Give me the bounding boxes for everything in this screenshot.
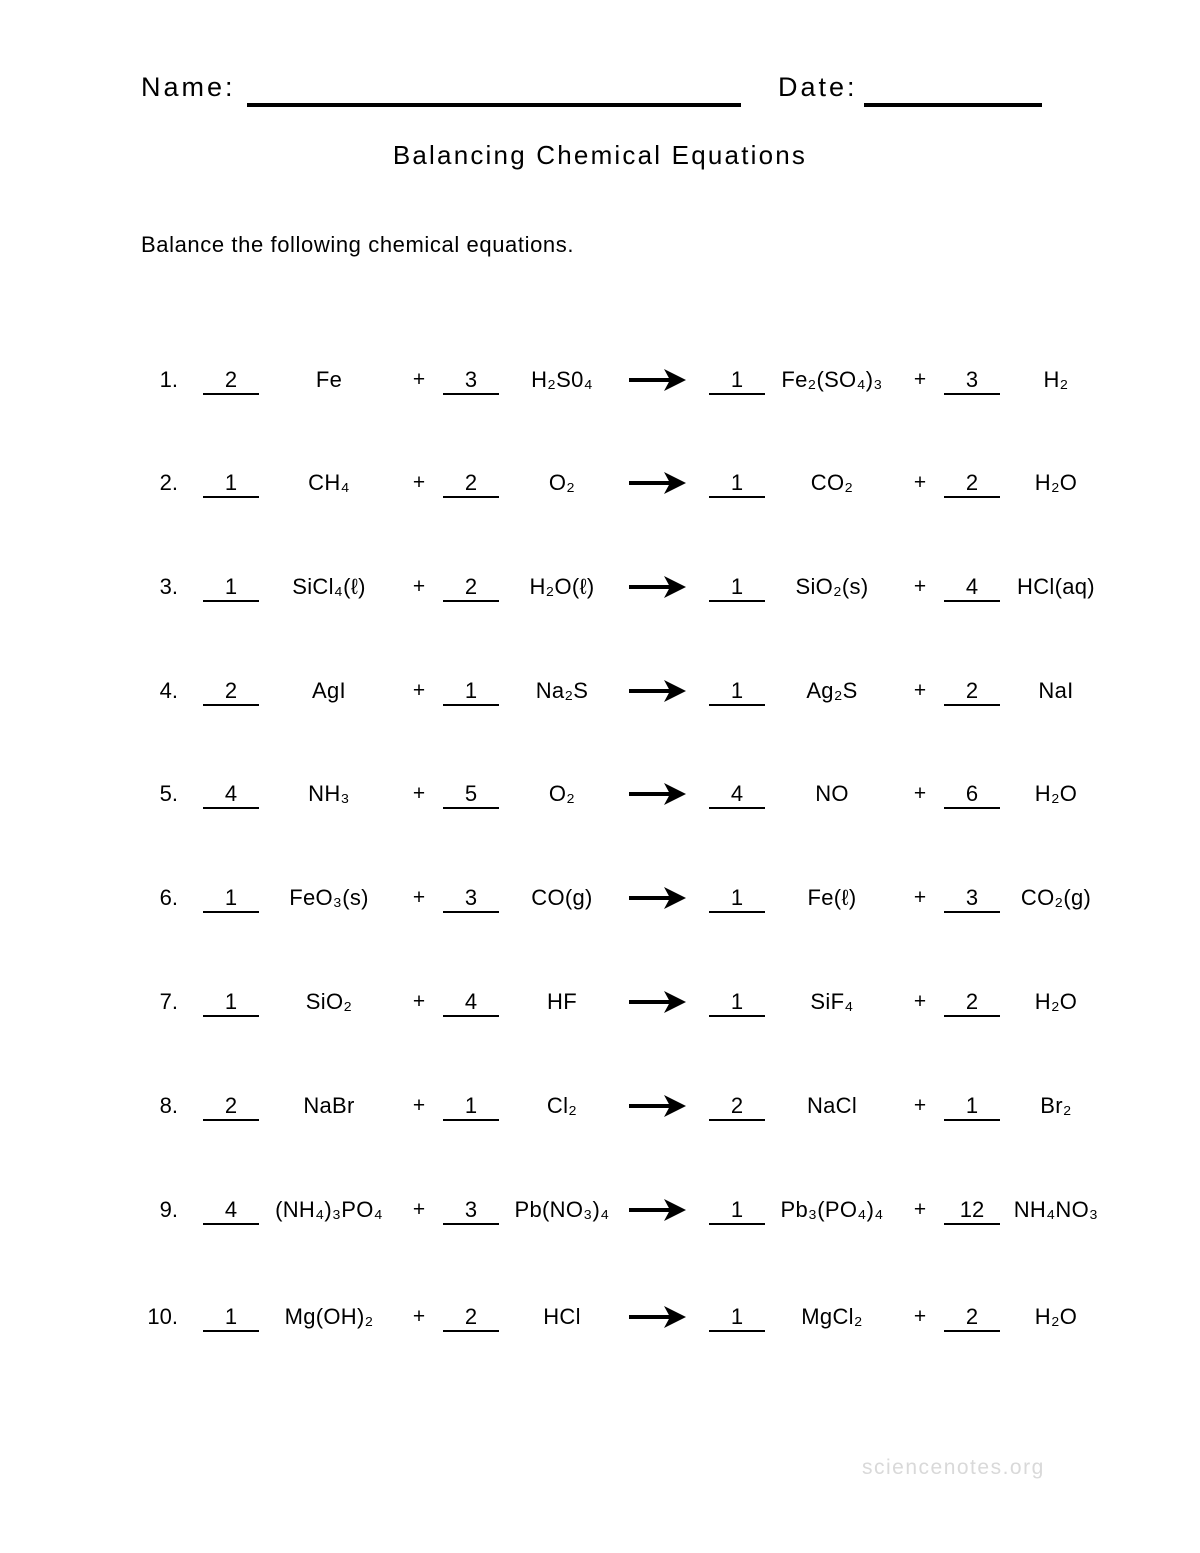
coefficient: 2: [224, 678, 238, 703]
worksheet-title: Balancing Chemical Equations: [392, 140, 808, 170]
formula: (NH₄)₃PO₄: [275, 1197, 383, 1222]
coefficient: 1: [730, 1197, 744, 1222]
formula: H₂O(ℓ): [529, 574, 595, 599]
plus-sign: +: [412, 679, 426, 702]
plus-sign: +: [913, 1305, 927, 1328]
formula: Pb₃(PO₄)₄: [780, 1197, 884, 1222]
coefficient-blank-line: [443, 911, 499, 913]
coefficient-blank-line: [443, 704, 499, 706]
right-arrow-icon: [628, 1198, 688, 1222]
coefficient: 2: [965, 1304, 979, 1329]
formula: HCl: [543, 1304, 581, 1329]
equation-number: 7.: [159, 989, 178, 1014]
formula: MgCl₂: [801, 1304, 863, 1329]
coefficient-blank-line: [709, 704, 765, 706]
formula: NH₃: [308, 781, 350, 806]
coefficient: 2: [730, 1093, 744, 1118]
plus-sign: +: [412, 368, 426, 391]
plus-sign: +: [412, 990, 426, 1013]
right-arrow-icon: [628, 575, 688, 599]
formula: Br₂: [1040, 1093, 1072, 1118]
coefficient: 4: [224, 781, 238, 806]
coefficient: 6: [965, 781, 979, 806]
formula: CO₂: [810, 470, 854, 495]
equation-row: [0, 671, 1200, 711]
coefficient: 3: [965, 885, 979, 910]
formula: FeO₃(s): [289, 885, 369, 910]
plus-sign: +: [412, 782, 426, 805]
coefficient: 1: [224, 470, 238, 495]
coefficient: 2: [464, 470, 478, 495]
formula: SiO₂(s): [795, 574, 869, 599]
instructions: Balance the following chemical equations.: [141, 232, 575, 257]
coefficient-blank-line: [203, 1119, 259, 1121]
coefficient: 1: [730, 574, 744, 599]
coefficient-blank-line: [709, 911, 765, 913]
coefficient-blank-line: [203, 496, 259, 498]
formula: SiF₄: [810, 989, 854, 1014]
formula: CO₂(g): [1020, 885, 1092, 910]
right-arrow-icon: [628, 886, 688, 910]
coefficient-blank-line: [443, 807, 499, 809]
coefficient: 3: [464, 1197, 478, 1222]
right-arrow-icon: [628, 990, 688, 1014]
equation-row: [0, 878, 1200, 918]
plus-sign: +: [412, 886, 426, 909]
formula: NaCl: [806, 1093, 858, 1118]
formula: H₂S0₄: [531, 367, 593, 392]
equation-number: 6.: [159, 885, 178, 910]
equation-row: [0, 567, 1200, 607]
coefficient: 4: [965, 574, 979, 599]
formula: Fe(ℓ): [807, 885, 857, 910]
right-arrow-icon: [628, 471, 688, 495]
equation-row: [0, 982, 1200, 1022]
watermark: sciencenotes.org: [862, 1456, 1045, 1479]
formula: HCl(aq): [1017, 574, 1095, 599]
coefficient-blank-line: [709, 1330, 765, 1332]
formula: H₂O: [1034, 989, 1078, 1014]
equation-number: 3.: [159, 574, 178, 599]
plus-sign: +: [913, 368, 927, 391]
coefficient-blank-line: [443, 1015, 499, 1017]
coefficient-blank-line: [443, 393, 499, 395]
plus-sign: +: [913, 1094, 927, 1117]
formula: NaBr: [303, 1093, 355, 1118]
formula: Na₂S: [535, 678, 589, 703]
coefficient-blank-line: [709, 393, 765, 395]
right-arrow-icon: [628, 1094, 688, 1118]
formula: H₂O: [1034, 470, 1078, 495]
equation-row: [0, 1086, 1200, 1126]
formula: Fe: [315, 367, 343, 392]
formula: SiO₂: [305, 989, 353, 1014]
plus-sign: +: [913, 990, 927, 1013]
formula: NO: [815, 781, 849, 806]
equation-number: 5.: [159, 781, 178, 806]
coefficient: 3: [464, 367, 478, 392]
formula: H₂O: [1034, 1304, 1078, 1329]
coefficient: 2: [965, 470, 979, 495]
coefficient-blank-line: [709, 600, 765, 602]
coefficient: 2: [224, 367, 238, 392]
plus-sign: +: [913, 679, 927, 702]
coefficient-blank-line: [709, 1223, 765, 1225]
coefficient: 12: [959, 1197, 985, 1222]
date-label: Date:: [778, 72, 858, 102]
formula: H₂: [1043, 367, 1069, 392]
coefficient: 4: [464, 989, 478, 1014]
coefficient: 3: [965, 367, 979, 392]
plus-sign: +: [412, 575, 426, 598]
coefficient-blank-line: [443, 1119, 499, 1121]
coefficient: 2: [464, 1304, 478, 1329]
formula: NaI: [1038, 678, 1074, 703]
coefficient: 2: [965, 989, 979, 1014]
coefficient: 1: [464, 1093, 478, 1118]
plus-sign: +: [412, 471, 426, 494]
right-arrow-icon: [628, 679, 688, 703]
coefficient-blank-line: [203, 1015, 259, 1017]
right-arrow-icon: [628, 368, 688, 392]
coefficient: 1: [730, 989, 744, 1014]
coefficient: 1: [224, 885, 238, 910]
coefficient: 2: [464, 574, 478, 599]
equation-row: [0, 774, 1200, 814]
plus-sign: +: [412, 1198, 426, 1221]
coefficient: 1: [224, 574, 238, 599]
right-arrow-icon: [628, 1305, 688, 1329]
formula: Fe₂(SO₄)₃: [781, 367, 883, 392]
coefficient: 1: [730, 470, 744, 495]
coefficient: 4: [730, 781, 744, 806]
equation-number: 10.: [147, 1304, 178, 1329]
formula: Cl₂: [546, 1093, 578, 1118]
equation-row: [0, 1190, 1200, 1230]
equation-row: [0, 360, 1200, 400]
coefficient-blank-line: [203, 600, 259, 602]
coefficient-blank-line: [709, 1119, 765, 1121]
plus-sign: +: [913, 782, 927, 805]
coefficient: 4: [224, 1197, 238, 1222]
coefficient-blank-line: [709, 496, 765, 498]
coefficient: 1: [224, 989, 238, 1014]
coefficient: 2: [224, 1093, 238, 1118]
coefficient-blank-line: [203, 704, 259, 706]
equation-row: [0, 1297, 1200, 1337]
formula: NH₄NO₃: [1013, 1197, 1099, 1222]
coefficient-blank-line: [443, 600, 499, 602]
coefficient: 1: [464, 678, 478, 703]
formula: O₂: [548, 781, 576, 806]
equation-row: [0, 463, 1200, 503]
coefficient: 1: [730, 1304, 744, 1329]
coefficient: 1: [965, 1093, 979, 1118]
formula: HF: [547, 989, 577, 1014]
formula: CH₄: [308, 470, 350, 495]
equation-number: 4.: [159, 678, 178, 703]
formula: SiCl₄(ℓ): [292, 574, 366, 599]
formula: Ag₂S: [806, 678, 858, 703]
plus-sign: +: [412, 1094, 426, 1117]
plus-sign: +: [412, 1305, 426, 1328]
coefficient: 3: [464, 885, 478, 910]
coefficient-blank-line: [709, 1015, 765, 1017]
coefficient: 1: [730, 367, 744, 392]
coefficient: 5: [464, 781, 478, 806]
coefficient-blank-line: [203, 1223, 259, 1225]
formula: O₂: [548, 470, 576, 495]
plus-sign: +: [913, 575, 927, 598]
right-arrow-icon: [628, 782, 688, 806]
equation-number: 2.: [159, 470, 178, 495]
coefficient-blank-line: [203, 911, 259, 913]
formula: Mg(OH)₂: [284, 1304, 374, 1329]
coefficient-blank-line: [203, 807, 259, 809]
equation-number: 9.: [159, 1197, 178, 1222]
coefficient-blank-line: [443, 1330, 499, 1332]
equation-number: 1.: [159, 367, 178, 392]
formula: Pb(NO₃)₄: [514, 1197, 610, 1222]
coefficient: 2: [965, 678, 979, 703]
coefficient: 1: [730, 678, 744, 703]
name-blank-line: [247, 103, 741, 107]
coefficient: 1: [730, 885, 744, 910]
coefficient-blank-line: [203, 393, 259, 395]
date-blank-line: [864, 103, 1042, 107]
coefficient-blank-line: [443, 1223, 499, 1225]
coefficient-blank-line: [203, 1330, 259, 1332]
name-label: Name:: [141, 72, 236, 102]
coefficient-blank-line: [709, 807, 765, 809]
formula: H₂O: [1034, 781, 1078, 806]
formula: AgI: [312, 678, 346, 703]
formula: CO(g): [531, 885, 593, 910]
plus-sign: +: [913, 1198, 927, 1221]
coefficient-blank-line: [443, 496, 499, 498]
plus-sign: +: [913, 886, 927, 909]
coefficient: 1: [224, 1304, 238, 1329]
plus-sign: +: [913, 471, 927, 494]
equation-number: 8.: [159, 1093, 178, 1118]
